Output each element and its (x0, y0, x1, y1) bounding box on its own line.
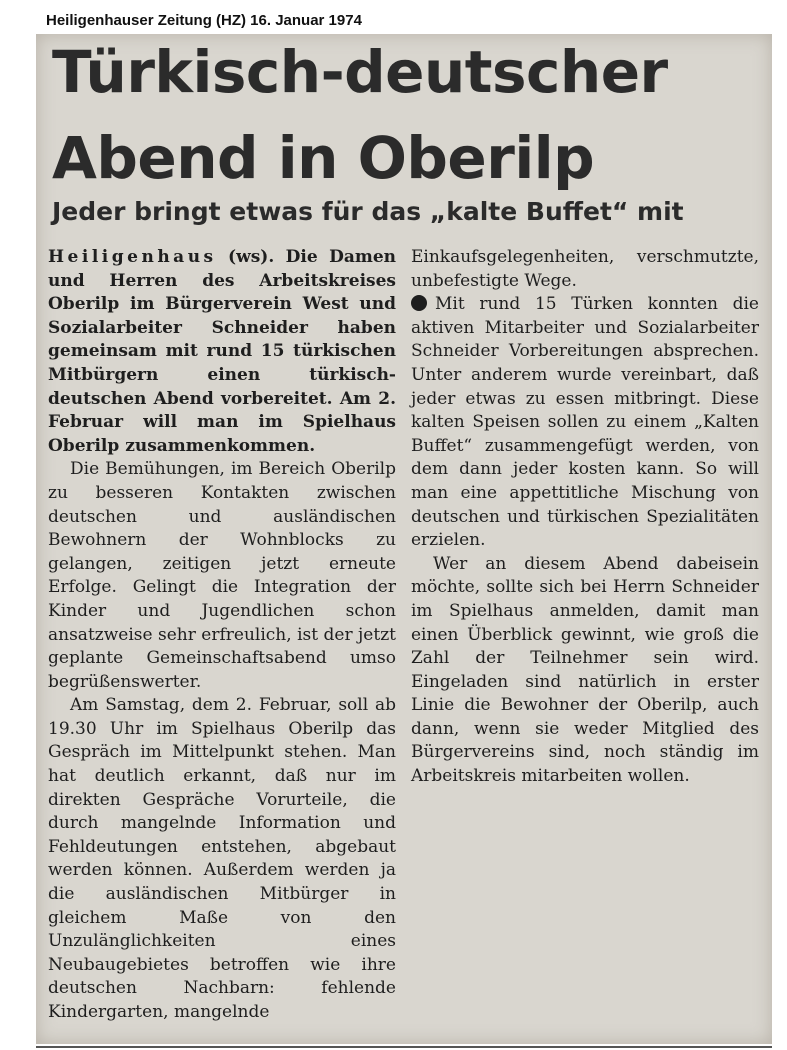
article-lead (48, 246, 396, 458)
article-paragraph-4: Wer an diesem Abend dabeisein möchte, sollte sich bei Herrn Schneider im Spielhaus anmelden, damit man einen Überblick gewinnt, wie groß die Zahl der Teilnehmer sein wird. Eingeladen sind natürlich in erster Linie die Bewohner der Oberilp, auch dann, wenn sie weder Mitglied des Bürgervereins sind, noch ständig im Arbeitskreis mitarbeiten wollen. (411, 553, 759, 787)
article-paragraph-2: Am Samstag, dem 2. Februar, soll ab 19.30 Uhr im Spielhaus Oberilp das Gespräch im Mittelpunkt stehen. Man hat deutlich erkannt, daß nur im direkten Gespräche Vorurteile, die durch mangelnde Information und Fehldeutungen entstehen, abgebaut werden können. Außerdem werden ja die ausländischen Mitbürger in gleichem Maße von den Unzulänglichkeiten eines Neubaugebietes betroffen wie ihre deutschen Nachbarn: fehlende Kindergarten, mangelnde (48, 695, 396, 1022)
article-paragraph-1: Die Bemühungen, im Bereich Oberilp zu besseren Kontakten zwischen deutschen und ausländischen Bewohnern der Wohnblocks zu gelangen, zeitigen jetzt erneute Erfolge. Gelingt die Integration der Kinder und Jugendlichen schon ansatzweise sehr erfreulich, ist der jetzt geplante Gemeinschaftsabend umso begrüßenswerter. (48, 459, 396, 692)
article-paragraph-2-continued: Einkaufsgelegenheiten, verschmutzte, unbefestigte Wege. (411, 247, 759, 291)
article-paragraph-3 (411, 293, 759, 553)
dateline-place: Heiligenhaus (48, 247, 217, 267)
bullet-dot-icon (411, 295, 427, 311)
lead-text: (ws). Die Damen und Herren des Arbeitskreises Oberilp im Bürgerverein West und Sozialarbeiter Schneider haben gemeinsam mit rund 15 türkischen Mitbürgern einen türkisch-deutschen Abend vorbereitet. Am 2. Februar will man im Spielhaus Oberilp zusammenkommen. (48, 247, 396, 456)
subheadline: Jeder bringt etwas für das „kalte Buffet“ mit (52, 197, 684, 226)
bottom-divider (36, 1046, 772, 1048)
headline-line-2: Abend in Oberilp (52, 124, 595, 192)
source-line: Heiligenhauser Zeitung (HZ) 16. Januar 1974 (46, 12, 362, 29)
paragraph-3-text: Mit rund 15 Türken konnten die aktiven Mitarbeiter und Sozialarbeiter Schneider Vorbereitungen absprechen. Unter anderem wurde vereinbart, daß jeder etwas zu essen mitbringt. Diese kalten Speisen sollen zu einem „Kalten Buffet“ zusammengefügt werden, von dem dann jeder kosten kann. So will man eine appettitliche Mischung von deutschen und türkischen Spezialitäten erzielen. (411, 294, 759, 551)
article-column-left (48, 246, 396, 1025)
headline-line-1: Türkisch-deutscher (52, 38, 668, 106)
article-column-right (411, 246, 759, 789)
